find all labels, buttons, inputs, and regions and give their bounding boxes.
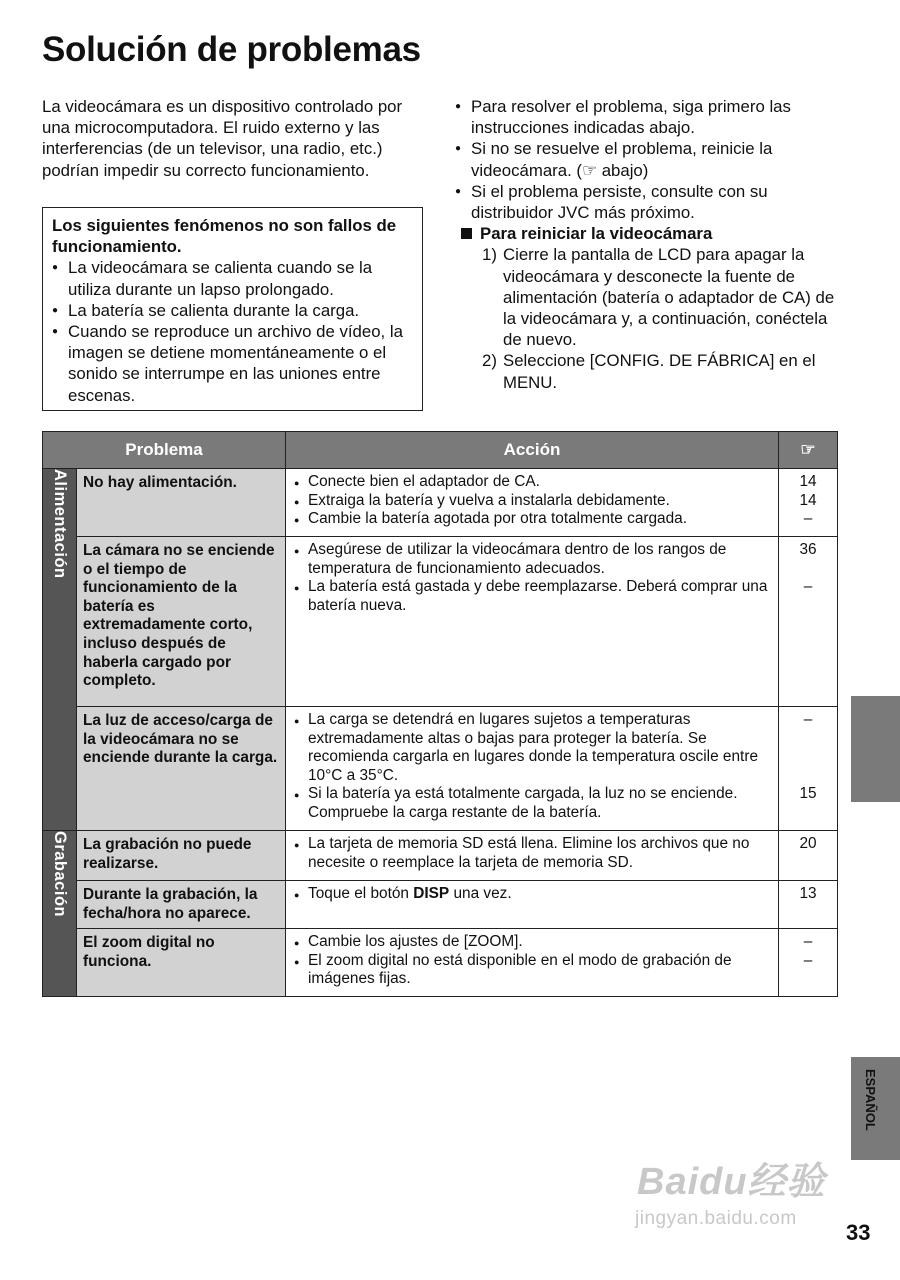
page-title: Solución de problemas <box>42 30 421 69</box>
action-item: ● Cambie la batería agotada por otra totalmente cargada. <box>294 510 770 529</box>
table-row <box>43 469 838 537</box>
page-number: 33 <box>846 1220 871 1245</box>
problem-cell: La cámara no se enciende o el tiempo de funcionamiento de la batería es extremadamente corto, incluso después de haberla cargado por completo. <box>77 537 286 707</box>
action-item: ● La batería está gastada y debe reemplazarse. Deberá comprar una batería nueva. <box>294 578 770 615</box>
action-item: ● Cambie los ajustes de [ZOOM]. <box>294 933 770 952</box>
action-text: Toque el botón <box>308 885 414 902</box>
action-item: ● El zoom digital no está disponible en el modo de grabación de imágenes fijas. <box>294 952 770 989</box>
language-tab <box>851 1057 900 1160</box>
table-row <box>43 537 838 707</box>
step-text: Seleccione [CONFIG. DE FÁBRICA] en el MENU. <box>503 351 816 392</box>
ref-cell <box>779 881 838 929</box>
ref-page: 14 <box>799 473 817 490</box>
ref-page: – <box>803 933 813 951</box>
problem-cell: No hay alimentación. <box>77 469 286 537</box>
action-cell <box>286 831 779 881</box>
header-action: Acción <box>286 432 779 469</box>
ref-page: – <box>803 510 813 528</box>
instruction-item: ● Si no se resuelve el problema, reinicie la videocámara. (☞ abajo) <box>455 138 845 180</box>
ref-cell <box>779 707 838 831</box>
note-box-title: Los siguientes fenómenos no son fallos de funcionamiento. <box>52 216 397 257</box>
action-item: ● La carga se detendrá en lugares sujetos a temperaturas extremadamente altas o bajas para proteger la batería. Se recomienda cargarla en lugares donde la temperatura oscile entre 10°C a 35°C. <box>294 711 770 785</box>
table-row <box>43 831 838 881</box>
reset-step <box>455 244 845 350</box>
action-item: ● Si la batería ya está totalmente cargada, la luz no se enciende. Compruebe la carga restante de la batería. <box>294 785 770 822</box>
action-item: ● Asegúrese de utilizar la videocámara dentro de los rangos de temperatura de funcionamiento adecuados. <box>294 541 770 578</box>
ref-page: 14 <box>799 491 817 509</box>
problem-cell: La grabación no puede realizarse. <box>77 831 286 881</box>
action-cell <box>286 469 779 537</box>
note-item: ● Cuando se reproduce un archivo de vídeo, la imagen se detiene momentáneamente o el sonido se interrumpe en las uniones entre escenas. <box>52 321 413 406</box>
ref-page: 20 <box>799 835 817 852</box>
instructions-column <box>455 96 845 393</box>
disp-button-label: DISP <box>413 885 450 902</box>
table-row <box>43 707 838 831</box>
ref-cell <box>779 831 838 881</box>
action-item: ● Conecte bien el adaptador de CA. <box>294 473 770 492</box>
action-item: ● Extraiga la batería y vuelva a instalarla debidamente. <box>294 492 770 511</box>
category-recording <box>43 831 77 997</box>
problem-cell: Durante la grabación, la fecha/hora no aparece. <box>77 881 286 929</box>
instruction-item: ● Para resolver el problema, siga primero las instrucciones indicadas abajo. <box>455 96 845 138</box>
reset-step <box>455 350 845 392</box>
ref-cell <box>779 537 838 707</box>
step-number: 2) <box>482 351 497 371</box>
step-number: 1) <box>482 245 497 265</box>
section-tab <box>851 696 900 802</box>
category-label: Alimentación <box>50 469 69 579</box>
header-ref-icon: ☞ <box>779 432 838 469</box>
note-box <box>42 207 423 411</box>
troubleshooting-table <box>42 431 838 997</box>
table-row <box>43 929 838 997</box>
category-power <box>43 469 77 831</box>
reset-heading: Para reiniciar la videocámara <box>455 223 845 244</box>
action-cell <box>286 707 779 831</box>
ref-page: – <box>803 711 813 728</box>
action-item <box>294 885 770 904</box>
watermark-url: jingyan.baidu.com <box>635 1208 797 1229</box>
instruction-item: ● Si el problema persiste, consulte con su distribuidor JVC más próximo. <box>455 181 845 223</box>
category-label: Grabación <box>50 831 69 918</box>
header-problem: Problema <box>43 432 286 469</box>
ref-cell <box>779 929 838 997</box>
watermark-logo: Baidu经验 <box>637 1161 826 1203</box>
ref-page: 13 <box>799 885 817 902</box>
problem-cell: El zoom digital no funciona. <box>77 929 286 997</box>
action-cell <box>286 929 779 997</box>
language-label: ESPAÑOL <box>863 1069 878 1131</box>
ref-page: – <box>803 951 813 969</box>
ref-page: 36 <box>799 541 817 558</box>
action-text: una vez. <box>449 885 512 902</box>
action-cell <box>286 881 779 929</box>
watermark <box>635 1150 826 1229</box>
note-item: ● La batería se calienta durante la carga. <box>52 300 413 321</box>
table-row <box>43 881 838 929</box>
ref-cell <box>779 469 838 537</box>
step-text: Cierre la pantalla de LCD para apagar la videocámara y desconecte la fuente de alimentación (batería o adaptador de CA) de la videocámara y, a continuación, conéctela de nuevo. <box>503 245 835 350</box>
note-item: ● La videocámara se calienta cuando se la utiliza durante un lapso prolongado. <box>52 257 413 299</box>
action-cell <box>286 537 779 707</box>
table-header-row <box>43 432 838 469</box>
problem-cell: La luz de acceso/carga de la videocámara no se enciende durante la carga. <box>77 707 286 831</box>
ref-page: – <box>803 578 813 596</box>
ref-page: 15 <box>799 785 817 803</box>
action-item: ● La tarjeta de memoria SD está llena. Elimine los archivos que no necesite o reemplace la tarjeta de memoria SD. <box>294 835 770 872</box>
intro-paragraph: La videocámara es un dispositivo controlado por una microcomputadora. El ruido externo y las interferencias (de un televisor, una radio, etc.) podrían impedir su correcto funcionamiento. <box>42 97 403 180</box>
